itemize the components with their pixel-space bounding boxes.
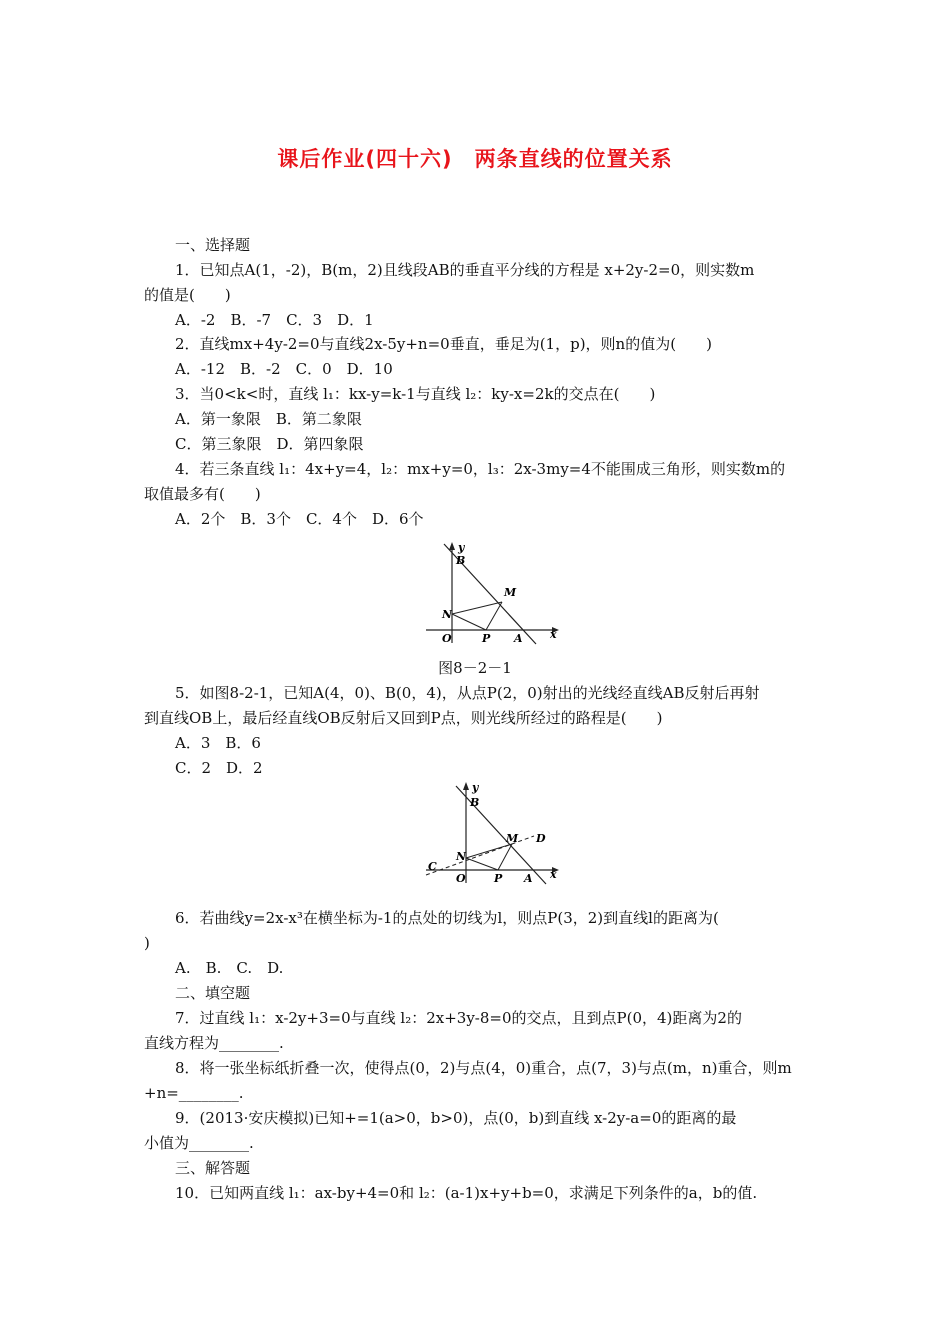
question-6: 6．若曲线y=2x-x³在横坐标为-1的点处的切线为l，则点P(3，2)到直线l的距离为( bbox=[175, 909, 719, 927]
label-n: N bbox=[456, 850, 467, 863]
question-6-options: A. B. C. D. bbox=[175, 959, 284, 977]
figure-reflection bbox=[422, 778, 562, 890]
label-d: D bbox=[536, 832, 546, 845]
figure-8-2-1 bbox=[422, 538, 562, 650]
figure-caption: 图8－2－1 bbox=[438, 659, 512, 677]
section-heading-fill: 二、填空题 bbox=[175, 984, 251, 1002]
label-p: P bbox=[494, 872, 503, 885]
question-2-options: A．-12 B．-2 C．0 D．10 bbox=[175, 360, 393, 378]
label-m: M bbox=[504, 586, 517, 599]
y-axis-arrow bbox=[463, 782, 469, 790]
question-5-options-2: C．2 D．2 bbox=[175, 759, 263, 777]
label-b: B bbox=[470, 796, 480, 809]
question-9-cont: 小值为________. bbox=[144, 1134, 254, 1152]
question-8-cont: +n=________. bbox=[144, 1084, 244, 1102]
section-heading-solve: 三、解答题 bbox=[175, 1159, 251, 1177]
question-7-cont: 直线方程为________. bbox=[144, 1034, 284, 1052]
ray-np bbox=[466, 858, 498, 870]
label-b: B bbox=[456, 554, 466, 567]
question-9: 9．(2013·安庆模拟)已知+=1(a>0，b>0)，点(0，b)到直线 x-2y-a=0的距离的最 bbox=[175, 1109, 737, 1127]
question-3: 3．当0<k<时，直线 l₁：kx-y=k-1与直线 l₂：ky-x=2k的交点在( ) bbox=[175, 385, 656, 403]
question-5-cont: 到直线OB上，最后经直线OB反射后又回到P点，则光线所经过的路程是( ) bbox=[144, 709, 663, 727]
label-c: C bbox=[428, 860, 437, 873]
question-1-options: A．-2 B．-7 C．3 D．1 bbox=[175, 311, 374, 329]
question-5-options-1: A．3 B．6 bbox=[175, 734, 261, 752]
label-n: N bbox=[442, 608, 453, 621]
question-4-cont: 取值最多有( ) bbox=[144, 485, 261, 503]
question-4: 4．若三条直线 l₁：4x+y=4，l₂：mx+y=0，l₃：2x-3my=4不能围成三角形，则实数m的 bbox=[175, 460, 786, 478]
question-4-options: A．2个 B．3个 C．4个 D．6个 bbox=[175, 510, 424, 528]
label-o: O bbox=[442, 632, 452, 645]
page-title: 课后作业(四十六) 两条直线的位置关系 bbox=[277, 147, 673, 171]
question-2: 2．直线mx+4y-2=0与直线2x-5y+n=0垂直，垂足为(1，p)，则n的值为( ) bbox=[175, 335, 712, 353]
section-heading-choice: 一、选择题 bbox=[175, 236, 251, 254]
question-7: 7．过直线 l₁：x-2y+3=0与直线 l₂：2x+3y-8=0的交点，且到点P(0，4)距离为2的 bbox=[175, 1009, 742, 1027]
label-m: M bbox=[506, 832, 519, 845]
label-p: P bbox=[482, 632, 491, 645]
label-a: A bbox=[514, 632, 523, 645]
question-3-options-1: A．第一象限 B．第二象限 bbox=[175, 410, 362, 428]
label-o: O bbox=[456, 872, 466, 885]
label-x: x bbox=[550, 868, 557, 881]
question-10: 10．已知两直线 l₁：ax-by+4=0和 l₂：(a-1)x+y+b=0，求满足下列条件的a，b的值. bbox=[175, 1184, 758, 1202]
label-y: y bbox=[458, 541, 465, 554]
question-8: 8．将一张坐标纸折叠一次，使得点(0，2)与点(4，0)重合，点(7，3)与点(m，n)重合，则m bbox=[175, 1059, 792, 1077]
question-6-cont: ) bbox=[144, 934, 150, 952]
label-x: x bbox=[550, 628, 557, 641]
label-y: y bbox=[472, 781, 479, 794]
question-1-cont: 的值是( ) bbox=[144, 286, 231, 304]
y-axis-arrow bbox=[449, 542, 455, 550]
question-5: 5．如图8-2-1，已知A(4，0)、B(0，4)，从点P(2，0)射出的光线经直线AB反射后再射 bbox=[175, 684, 760, 702]
question-3-options-2: C．第三象限 D．第四象限 bbox=[175, 435, 364, 453]
question-1: 1．已知点A(1，-2)，B(m，2)且线段AB的垂直平分线的方程是 x+2y-2=0，则实数m bbox=[175, 261, 755, 279]
ray-mn bbox=[452, 602, 502, 614]
ray-np bbox=[452, 614, 486, 630]
label-a: A bbox=[524, 872, 533, 885]
ray-pm bbox=[486, 602, 502, 630]
